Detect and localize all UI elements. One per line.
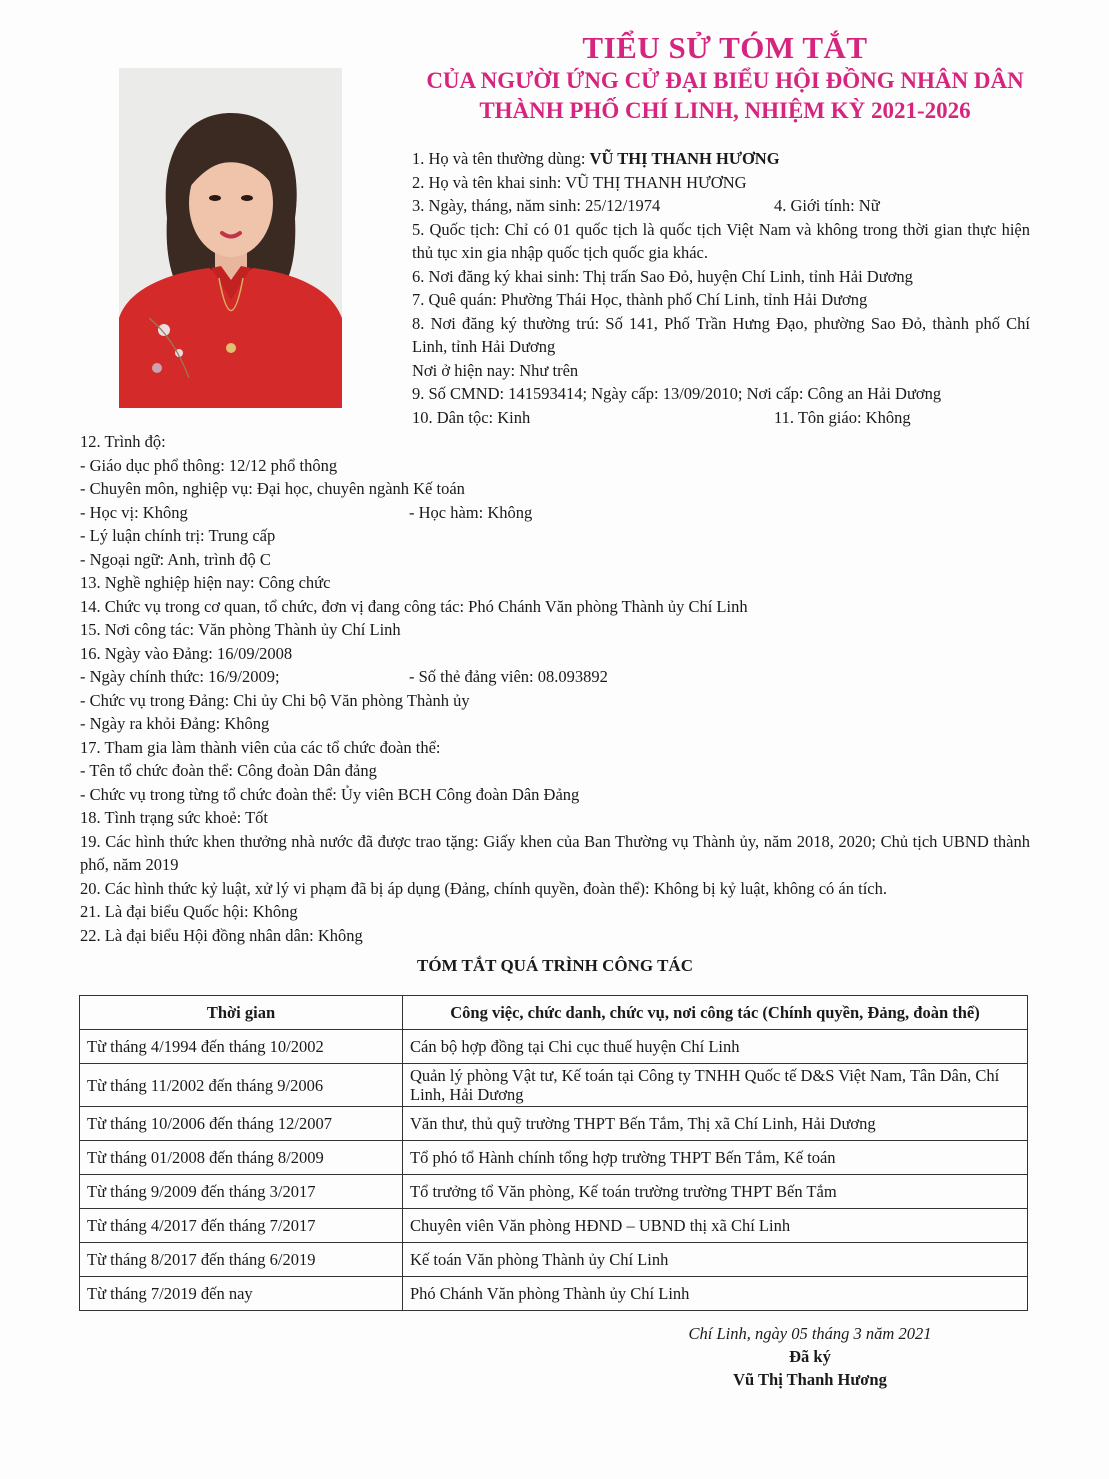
info-item-18: 18. Tình trạng sức khoẻ: Tốt bbox=[80, 808, 268, 827]
table-row bbox=[80, 1141, 1028, 1175]
row-job: Tổ phó tổ Hành chính tổng hợp trường THPT Bến Tắm, Kế toán bbox=[403, 1141, 1028, 1175]
row-job: Phó Chánh Văn phòng Thành ủy Chí Linh bbox=[403, 1277, 1028, 1311]
info-item-1-label: 1. Họ và tên thường dùng: bbox=[412, 149, 590, 168]
signature-block bbox=[560, 1322, 1060, 1391]
info-item-10: 10. Dân tộc: Kinh bbox=[412, 407, 531, 427]
document-header bbox=[380, 30, 1070, 126]
row-time: Từ tháng 4/1994 đến tháng 10/2002 bbox=[80, 1030, 403, 1064]
info-item-1-value: VŨ THỊ THANH HƯƠNG bbox=[589, 149, 780, 168]
info-row-degree bbox=[80, 501, 1030, 525]
info-item-4: 4. Giới tính: Nữ bbox=[774, 196, 880, 215]
info-item-21: 21. Là đại biểu Quốc hội: Không bbox=[80, 902, 298, 921]
info-education: - Giáo dục phổ thông: 12/12 phổ thông bbox=[80, 455, 338, 475]
info-row-party bbox=[80, 665, 1030, 689]
info-item-1 bbox=[412, 147, 1030, 171]
row-job: Văn thư, thủ quỹ trường THPT Bến Tắm, Thị xã Chí Linh, Hải Dương bbox=[403, 1107, 1028, 1141]
personal-info-top bbox=[412, 147, 1030, 429]
info-item-17: 17. Tham gia làm thành viên của các tổ chức đoàn thể: bbox=[80, 737, 441, 757]
info-item-11: 11. Tôn giáo: Không bbox=[774, 407, 911, 427]
info-org-position: - Chức vụ trong từng tổ chức đoàn thể: Ủy viên BCH Công đoàn Dân Đảng bbox=[80, 784, 580, 804]
info-politics: - Lý luận chính trị: Trung cấp bbox=[80, 526, 276, 545]
info-official-date: - Ngày chính thức: 16/9/2009; bbox=[80, 667, 280, 686]
info-party-card: - Số thẻ đảng viên: 08.093892 bbox=[409, 667, 608, 686]
info-academic-title: - Học hàm: Không bbox=[409, 502, 533, 522]
info-item-15: 15. Nơi công tác: Văn phòng Thành ủy Chí Linh bbox=[80, 620, 401, 639]
info-item-2: 2. Họ và tên khai sinh: VŨ THỊ THANH HƯƠNG bbox=[412, 172, 747, 192]
info-item-3: 3. Ngày, tháng, năm sinh: 25/12/1974 bbox=[412, 196, 661, 215]
info-row-ethnic-religion bbox=[412, 406, 1030, 430]
row-time: Từ tháng 9/2009 đến tháng 3/2017 bbox=[80, 1175, 403, 1209]
info-item-16: 16. Ngày vào Đảng: 16/09/2008 bbox=[80, 643, 293, 663]
table-row bbox=[80, 1175, 1028, 1209]
info-item-9: 9. Số CMND: 141593414; Ngày cấp: 13/09/2010; Nơi cấp: Công an Hải Dương bbox=[412, 384, 942, 403]
document-subtitle-line1: CỦA NGƯỜI ỨNG CỬ ĐẠI BIỂU HỘI ĐỒNG NHÂN DÂN bbox=[426, 68, 1024, 93]
info-party-position: - Chức vụ trong Đảng: Chi ủy Chi bộ Văn phòng Thành ủy bbox=[80, 690, 470, 710]
row-job: Quản lý phòng Vật tư, Kế toán tại Công ty TNHH Quốc tế D&S Việt Nam, Tân Dân, Chí Linh, Hải Dương bbox=[403, 1064, 1028, 1107]
row-time: Từ tháng 7/2019 đến nay bbox=[80, 1277, 403, 1311]
info-item-20: 20. Các hình thức kỷ luật, xử lý vi phạm đã bị áp dụng (Đảng, chính quyền, đoàn thể): Không bị kỷ luật, không có án tích. bbox=[80, 878, 887, 898]
personal-info-main bbox=[80, 430, 1030, 947]
info-residence: Nơi ở hiện nay: Như trên bbox=[412, 360, 579, 380]
info-party-leave: - Ngày ra khỏi Đảng: Không bbox=[80, 714, 270, 733]
info-degree: - Học vị: Không bbox=[80, 502, 188, 522]
signature-signed: Đã ký bbox=[789, 1347, 831, 1366]
info-item-13: 13. Nghề nghiệp hiện nay: Công chức bbox=[80, 573, 331, 592]
row-time: Từ tháng 11/2002 đến tháng 9/2006 bbox=[80, 1064, 403, 1107]
header-time: Thời gian bbox=[80, 996, 403, 1030]
info-item-5: 5. Quốc tịch: Chỉ có 01 quốc tịch là quốc tịch Việt Nam và không trong thời gian thực hiện thủ tục xin gia nhập quốc tịch quốc gia khác. bbox=[412, 219, 1030, 262]
table-row bbox=[80, 1243, 1028, 1277]
row-time: Từ tháng 10/2006 đến tháng 12/2007 bbox=[80, 1107, 403, 1141]
row-job: Kế toán Văn phòng Thành ủy Chí Linh bbox=[403, 1243, 1028, 1277]
row-job: Tổ trưởng tổ Văn phòng, Kế toán trường trường THPT Bến Tắm bbox=[403, 1175, 1028, 1209]
info-specialty: - Chuyên môn, nghiệp vụ: Đại học, chuyên ngành Kế toán bbox=[80, 479, 465, 498]
header-job: Công việc, chức danh, chức vụ, nơi công tác (Chính quyền, Đảng, đoàn thể) bbox=[403, 996, 1028, 1030]
info-item-14: 14. Chức vụ trong cơ quan, tổ chức, đơn vị đang công tác: Phó Chánh Văn phòng Thành ủy Chí Linh bbox=[80, 596, 748, 616]
table-row bbox=[80, 1064, 1028, 1107]
row-time: Từ tháng 4/2017 đến tháng 7/2017 bbox=[80, 1209, 403, 1243]
table-header-row bbox=[80, 996, 1028, 1030]
info-item-22: 22. Là đại biểu Hội đồng nhân dân: Không bbox=[80, 925, 363, 945]
table-row bbox=[80, 1030, 1028, 1064]
work-history-table bbox=[79, 995, 1028, 1311]
portrait-photo bbox=[119, 68, 342, 408]
table-row bbox=[80, 1107, 1028, 1141]
row-job: Chuyên viên Văn phòng HĐND – UBND thị xã Chí Linh bbox=[403, 1209, 1028, 1243]
document-subtitle-line2: THÀNH PHỐ CHÍ LINH, NHIỆM KỲ 2021-2026 bbox=[479, 98, 971, 123]
work-history-title: TÓM TẮT QUÁ TRÌNH CÔNG TÁC bbox=[417, 956, 693, 975]
row-time: Từ tháng 8/2017 đến tháng 6/2019 bbox=[80, 1243, 403, 1277]
info-row-birth-gender bbox=[412, 194, 1030, 218]
document-title: TIỂU SỬ TÓM TẮT bbox=[582, 30, 868, 65]
portrait-illustration bbox=[119, 68, 342, 408]
info-item-8: 8. Nơi đăng ký thường trú: Số 141, Phố Trần Hưng Đạo, phường Sao Đỏ, thành phố Chí Linh, tỉnh Hải Dương bbox=[412, 313, 1030, 356]
row-job: Cán bộ hợp đồng tại Chi cục thuế huyện Chí Linh bbox=[403, 1030, 1028, 1064]
info-item-7: 7. Quê quán: Phường Thái Học, thành phố Chí Linh, tỉnh Hải Dương bbox=[412, 290, 868, 309]
signature-place-date: Chí Linh, ngày 05 tháng 3 năm 2021 bbox=[688, 1324, 932, 1343]
info-language: - Ngoại ngữ: Anh, trình độ C bbox=[80, 549, 271, 569]
info-item-12: 12. Trình độ: bbox=[80, 432, 166, 451]
info-item-19: 19. Các hình thức khen thưởng nhà nước đã được trao tặng: Giấy khen của Ban Thường vụ Thành ủy, năm 2018, 2020; Chủ tịch UBND thành phố, năm 2019 bbox=[80, 831, 1030, 874]
table-row bbox=[80, 1277, 1028, 1311]
info-item-6: 6. Nơi đăng ký khai sinh: Thị trấn Sao Đỏ, huyện Chí Linh, tỉnh Hải Dương bbox=[412, 266, 913, 286]
signature-name: Vũ Thị Thanh Hương bbox=[733, 1370, 887, 1389]
row-time: Từ tháng 01/2008 đến tháng 8/2009 bbox=[80, 1141, 403, 1175]
info-org-name: - Tên tổ chức đoàn thể: Công đoàn Dân đảng bbox=[80, 761, 377, 780]
table-row bbox=[80, 1209, 1028, 1243]
